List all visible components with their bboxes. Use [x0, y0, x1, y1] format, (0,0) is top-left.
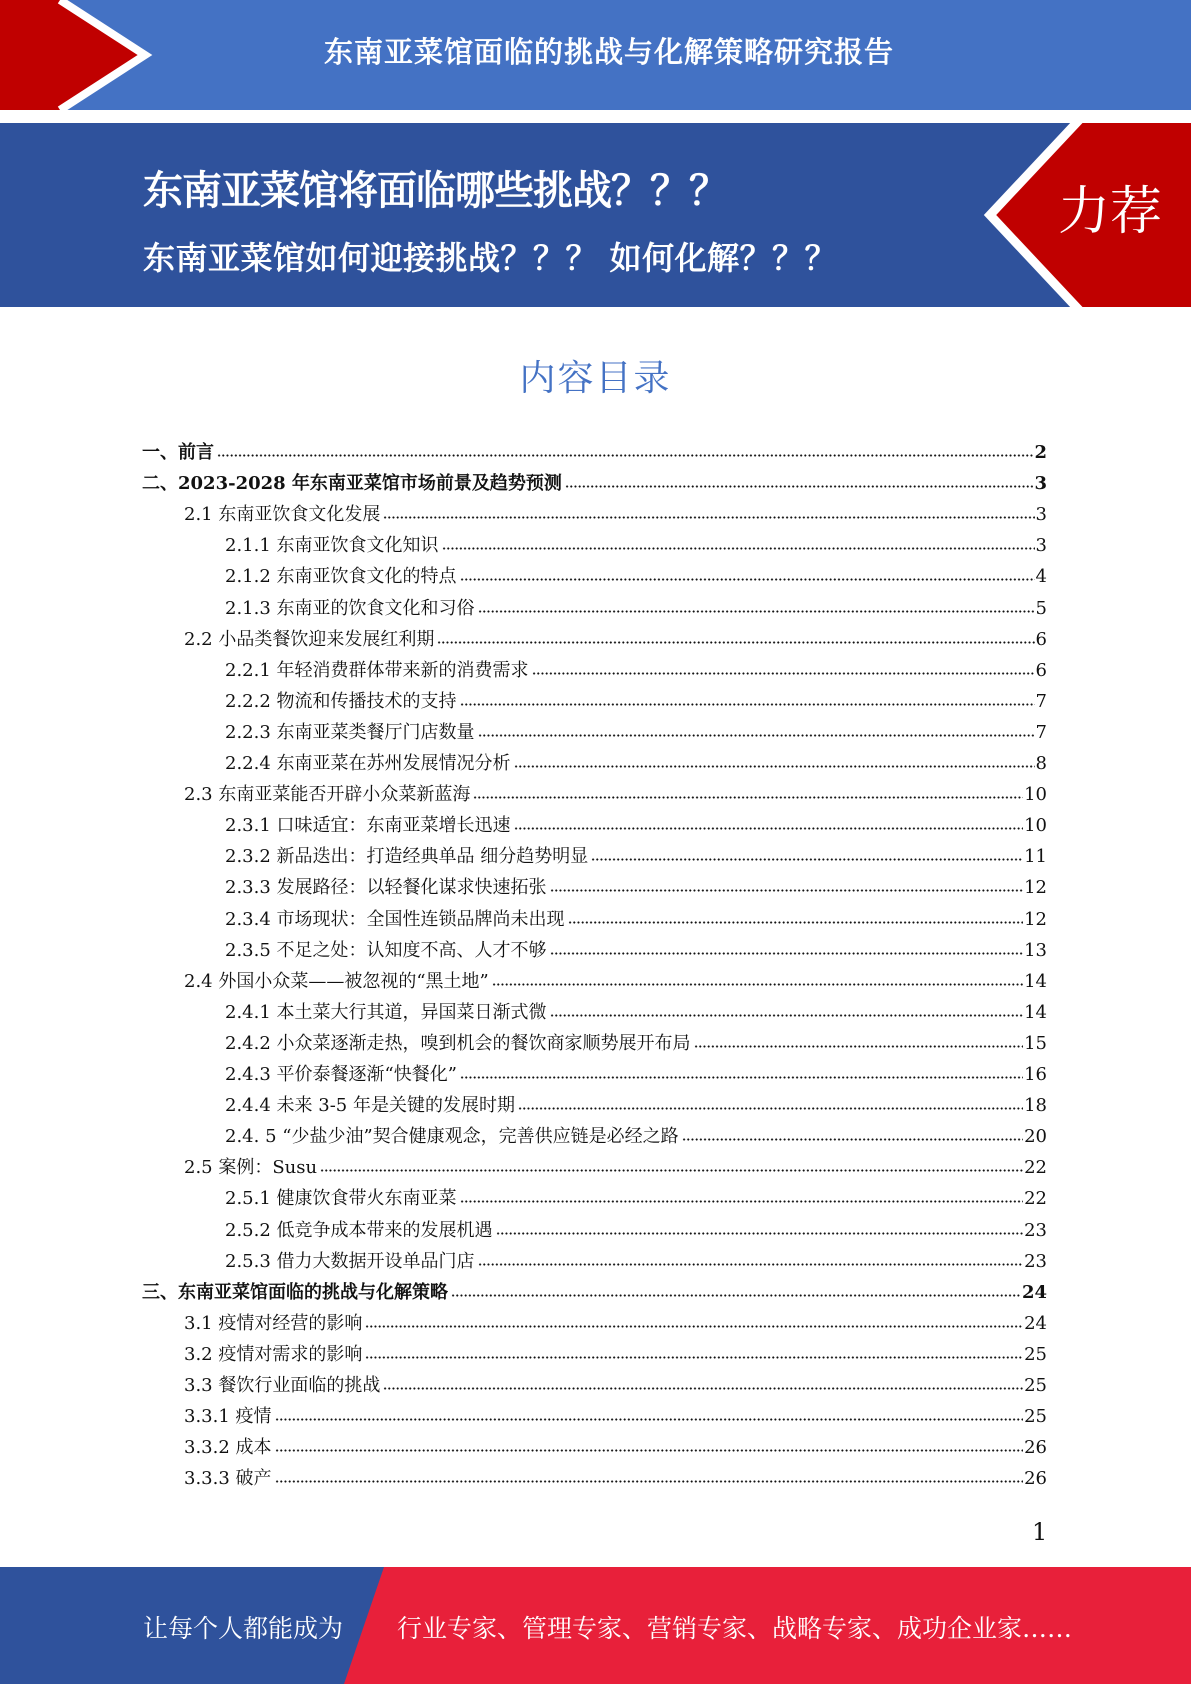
toc-dot-leader: [694, 1045, 1024, 1048]
toc-entry-page: 2: [1034, 442, 1047, 463]
toc-entry-page: 25: [1024, 1343, 1047, 1365]
toc-entry-page: 24: [1024, 1312, 1047, 1334]
toc-dot-leader: [568, 921, 1024, 924]
toc-entry-title: 2.3.2 新品迭出：打造经典单品 细分趋势明显: [225, 846, 589, 868]
report-title: 东南亚菜馆面临的挑战与化解策略研究报告: [323, 35, 894, 69]
toc-entry[interactable]: [225, 872, 1047, 903]
toc-entry-title: 3.1 疫情对经营的影响: [184, 1312, 363, 1334]
toc-entry[interactable]: [184, 1432, 1047, 1463]
toc-entry-page: 4: [1035, 566, 1047, 588]
toc-entry-page: 22: [1024, 1157, 1047, 1179]
toc-entry-page: 15: [1024, 1032, 1047, 1054]
toc-entry-title: 2.5 案例：Susu: [184, 1157, 318, 1179]
toc-entry-page: 25: [1024, 1375, 1047, 1396]
toc-dot-leader: [460, 578, 1035, 581]
toc-entry-page: 10: [1024, 815, 1047, 837]
toc-entry-page: 8: [1035, 753, 1047, 774]
toc-dot-leader: [550, 1014, 1024, 1017]
toc-entry-title: 2.3 东南亚菜能否开辟小众菜新蓝海: [184, 784, 471, 806]
toc-entry[interactable]: [225, 1215, 1047, 1246]
footer-banner: [0, 1567, 1191, 1684]
toc-entry[interactable]: [184, 1152, 1047, 1183]
toc-dot-leader: [496, 1232, 1024, 1235]
banner-question-2: 东南亚菜馆如何迎接挑战？？？ 如何化解？？？: [143, 239, 838, 277]
toc-entry-title: 2.3.4 市场现状：全国性连锁品牌尚未出现: [225, 908, 565, 930]
toc-dot-leader: [460, 1076, 1023, 1079]
toc-entry[interactable]: [184, 499, 1047, 530]
toc-dot-leader: [518, 1107, 1023, 1110]
toc-entry-title: 3.3.1 疫情: [184, 1406, 272, 1428]
toc-entry[interactable]: [184, 1463, 1047, 1494]
recommend-tag: 力荐: [1058, 182, 1163, 242]
toc-entry-title: 2.2.3 东南亚菜类餐厅门店数量: [225, 721, 475, 743]
top-header-bar: [0, 0, 1191, 110]
toc-entry[interactable]: [225, 1246, 1047, 1277]
toc-entry[interactable]: [225, 530, 1047, 561]
toc-entry[interactable]: [225, 904, 1047, 935]
toc-dot-leader: [383, 516, 1034, 519]
toc-dot-leader: [451, 1294, 1021, 1297]
toc-heading: 内容目录: [519, 358, 672, 399]
toc-entry[interactable]: [184, 1339, 1047, 1370]
toc-entry-page: 5: [1035, 597, 1047, 619]
toc-dot-leader: [478, 734, 1035, 737]
toc-entry-title: 2.3.5 不足之处：认知度不高、人才不够: [225, 939, 547, 961]
toc-entry-page: 7: [1035, 690, 1047, 712]
toc-entry-page: 11: [1024, 846, 1047, 868]
banner-question-1: 东南亚菜馆将面临哪些挑战？？？: [143, 168, 728, 214]
toc-entry-page: 24: [1021, 1281, 1047, 1303]
toc-dot-leader: [437, 641, 1034, 644]
toc-entry-page: 14: [1024, 1001, 1047, 1023]
toc-entry-page: 12: [1024, 877, 1047, 899]
toc-dot-leader: [591, 858, 1023, 861]
toc-entry-page: 13: [1024, 939, 1047, 961]
toc-dot-leader: [442, 547, 1035, 550]
page-number: 1: [1032, 1518, 1048, 1546]
toc-entry[interactable]: [225, 841, 1047, 872]
toc-entry-title: 2.5.1 健康饮食带火东南亚菜: [225, 1188, 457, 1210]
toc-entry[interactable]: [184, 779, 1047, 810]
toc-entry[interactable]: [225, 935, 1047, 966]
toc-entry-page: 6: [1035, 628, 1047, 650]
toc-entry-title: 2.2.1 年轻消费群体带来新的消费需求: [225, 659, 529, 681]
toc-entry-title: 二、2023-2028 年东南亚菜馆市场前景及趋势预测: [142, 473, 562, 495]
toc-entry-page: 20: [1024, 1126, 1047, 1148]
toc-entry-page: 22: [1024, 1188, 1047, 1210]
toc-entry-page: 10: [1024, 784, 1047, 806]
toc-entry-title: 2.4.1 本土菜大行其道，异国菜日渐式微: [225, 1001, 547, 1023]
toc-dot-leader: [514, 765, 1035, 768]
toc-entry[interactable]: [225, 655, 1047, 686]
toc-entry[interactable]: [225, 686, 1047, 717]
toc-entry-title: 2.5.3 借力大数据开设单品门店: [225, 1250, 475, 1272]
toc-entry-page: 14: [1024, 970, 1047, 992]
toc-dot-leader: [550, 889, 1024, 892]
toc-entry-page: 16: [1024, 1064, 1047, 1085]
toc-dot-leader: [365, 1325, 1023, 1328]
toc-entry-title: 2.4.4 未来 3-5 年是关键的发展时期: [225, 1095, 515, 1117]
toc-entry-title: 2.5.2 低竞争成本带来的发展机遇: [225, 1219, 493, 1241]
toc-dot-leader: [478, 610, 1035, 613]
toc-dot-leader: [550, 952, 1024, 955]
toc-entry[interactable]: [142, 437, 1047, 468]
toc-entry-page: 23: [1024, 1250, 1047, 1272]
toc-entry[interactable]: [225, 1028, 1047, 1059]
toc-dot-leader: [532, 672, 1035, 675]
toc-entry-title: 2.1.1 东南亚饮食文化知识: [225, 535, 439, 557]
toc-entry-page: 18: [1024, 1095, 1047, 1117]
toc-entry-title: 3.3 餐饮行业面临的挑战: [184, 1375, 381, 1396]
toc-entry[interactable]: [142, 1277, 1047, 1308]
toc-entry-title: 2.2 小品类餐饮迎来发展红利期: [184, 628, 435, 650]
toc-entry-title: 一、前言: [142, 442, 214, 463]
toc-entry[interactable]: [225, 593, 1047, 624]
toc-entry-page: 12: [1024, 908, 1047, 930]
toc-dot-leader: [365, 1356, 1023, 1359]
toc-dot-leader: [275, 1449, 1024, 1452]
toc-entry[interactable]: [225, 1121, 1047, 1152]
toc-entry-page: 26: [1024, 1437, 1047, 1459]
toc-entry[interactable]: [225, 561, 1047, 592]
toc-entry-title: 3.3.2 成本: [184, 1437, 272, 1459]
toc-entry-page: 23: [1024, 1219, 1047, 1241]
toc-entry-page: 25: [1024, 1406, 1047, 1428]
toc-entry[interactable]: [225, 1059, 1047, 1090]
toc-entry[interactable]: [225, 748, 1047, 779]
toc-entry-title: 2.3.3 发展路径：以轻餐化谋求快速拓张: [225, 877, 547, 899]
footer-slogan-right: 行业专家、管理专家、营销专家、战略专家、成功企业家……: [397, 1614, 1073, 1643]
toc-entry[interactable]: [142, 468, 1047, 499]
toc-entry[interactable]: [184, 1401, 1047, 1432]
toc-entry[interactable]: [225, 997, 1047, 1028]
toc-entry-title: 三、东南亚菜馆面临的挑战与化解策略: [142, 1281, 448, 1303]
toc-entry[interactable]: [225, 1183, 1047, 1214]
toc-entry-title: 2.3.1 口味适宜：东南亚菜增长迅速: [225, 815, 511, 837]
toc-entry-page: 3: [1035, 504, 1047, 526]
toc-dot-leader: [217, 454, 1033, 457]
toc-dot-leader: [320, 1169, 1023, 1172]
toc-dot-leader: [478, 1263, 1024, 1266]
toc-dot-leader: [514, 827, 1024, 830]
toc-entry-title: 2.2.4 东南亚菜在苏州发展情况分析: [225, 753, 511, 774]
toc-entry-page: 3: [1034, 473, 1047, 495]
toc-entry[interactable]: [225, 717, 1047, 748]
question-banner: [0, 123, 1191, 307]
toc-entry-page: 6: [1035, 659, 1047, 681]
toc-entry-title: 2.4.3 平价泰餐逐渐“快餐化”: [225, 1064, 457, 1085]
toc-dot-leader: [275, 1418, 1024, 1421]
toc-dot-leader: [473, 796, 1023, 799]
toc-entry[interactable]: [225, 1090, 1047, 1121]
toc-entry-title: 2.1.2 东南亚饮食文化的特点: [225, 566, 457, 588]
toc-entry[interactable]: [225, 810, 1047, 841]
toc-entry-title: 2.4.2 小众菜逐渐走热，嗅到机会的餐饮商家顺势展开布局: [225, 1032, 691, 1054]
toc-entry-title: 2.1 东南亚饮食文化发展: [184, 504, 381, 526]
toc-entry-title: 2.2.2 物流和传播技术的支持: [225, 690, 457, 712]
toc-dot-leader: [460, 1200, 1024, 1203]
toc-entry[interactable]: [184, 624, 1047, 655]
toc-dot-leader: [565, 485, 1034, 488]
toc-entry-title: 2.4 外国小众菜——被忽视的“黑土地”: [184, 970, 489, 992]
footer-slogan-left: 让每个人都能成为: [143, 1614, 344, 1643]
toc-entry[interactable]: [184, 1308, 1047, 1339]
toc-dot-leader: [492, 983, 1023, 986]
toc-entry-page: 26: [1024, 1468, 1047, 1490]
toc-dot-leader: [682, 1138, 1023, 1141]
toc-dot-leader: [275, 1480, 1024, 1483]
toc-entry-title: 3.2 疫情对需求的影响: [184, 1343, 363, 1365]
toc-entry-title: 2.1.3 东南亚的饮食文化和习俗: [225, 597, 475, 619]
toc-entry[interactable]: [184, 966, 1047, 997]
toc-entry[interactable]: [184, 1370, 1047, 1401]
toc-entry-title: 2.4. 5 “少盐少油”契合健康观念，完善供应链是必经之路: [225, 1126, 679, 1148]
toc-dot-leader: [460, 703, 1035, 706]
toc-entry-title: 3.3.3 破产: [184, 1468, 272, 1490]
toc-entry-page: 7: [1035, 721, 1047, 743]
toc-dot-leader: [383, 1387, 1023, 1390]
toc-entry-page: 3: [1035, 535, 1047, 557]
